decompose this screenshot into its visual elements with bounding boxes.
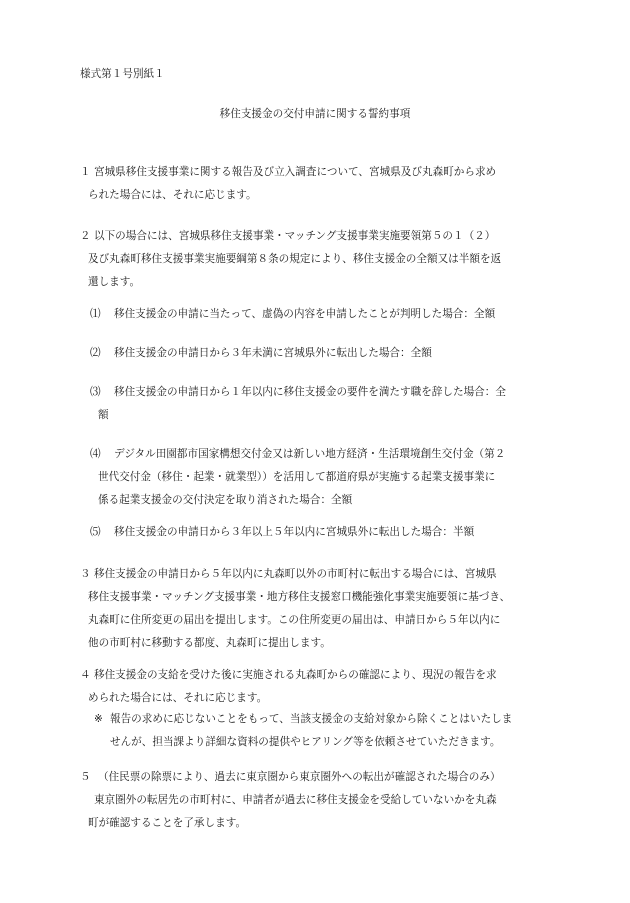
subitem-3 — [90, 381, 560, 427]
item-line: 移住支援金の支給を受けた後に実施される丸森町からの確認により、現況の報告を求 — [94, 669, 497, 681]
subitem-line: 世代交付金（移住・起業・就業型））を活用して都道府県が実施する起業支援事業に — [98, 471, 496, 483]
subitem-line: デジタル田園都市国家構想交付金又は新しい地方経済・生活環境創生交付金（第２ — [114, 448, 506, 460]
subitem-5 — [90, 521, 560, 544]
item-number: ５ — [80, 771, 91, 783]
item-4 — [80, 664, 560, 710]
item-number: １ — [80, 166, 91, 178]
item-line: 他の市町村に移動する都度、丸森町に提出します。 — [88, 637, 331, 649]
item-4-note — [94, 708, 560, 754]
subitem-line: 係る起業支援金の交付決定を取り消された場合：全額 — [98, 494, 353, 506]
item-2 — [80, 225, 560, 294]
item-line: 以下の場合には、宮城県移住支援事業・マッチング支援事業実施要領第５の１（２） — [94, 230, 496, 242]
item-3 — [80, 563, 560, 655]
subitem-number: ⑷ — [90, 448, 101, 460]
item-line: 丸森町に住所変更の届出を提出します。この住所変更の届出は、申請日から５年以内に — [88, 614, 501, 626]
item-1 — [80, 161, 560, 207]
note-line: 報告の求めに応じないことをもって、当該支援金の支給対象から除くことはいたしま — [110, 713, 513, 725]
item-line: （住民票の除票により、過去に東京圏から東京圏外への転出が確認された場合のみ） — [98, 771, 501, 783]
note-mark: ※ — [94, 713, 103, 725]
form-number: 様式第１号別紙１ — [80, 68, 165, 80]
item-line: められた場合には、それに応じます。 — [88, 692, 268, 704]
item-line: られた場合には、それに応じます。 — [88, 189, 257, 201]
subitem-2 — [90, 342, 560, 365]
item-number: ２ — [80, 230, 91, 242]
subitem-line: 移住支援金の申請に当たって、虚偽の内容を申請したことが判明した場合：全額 — [114, 308, 496, 320]
item-5 — [80, 766, 560, 835]
subitem-line: 移住支援金の申請日から３年未満に宮城県外に転出した場合：全額 — [114, 347, 432, 359]
item-line: 町が確認することを了承します。 — [88, 817, 247, 829]
item-line: 東京圏外の転居先の市町村に、申請者が過去に移住支援金を受給していないかを丸森 — [94, 794, 497, 806]
subitem-line: 移住支援金の申請日から３年以上５年以内に宮城県外に転出した場合：半額 — [114, 526, 475, 538]
subitem-line: 額 — [98, 409, 109, 421]
subitem-4 — [90, 443, 560, 512]
item-line: 及び丸森町移住支援事業実施要綱第８条の規定により、移住支援金の全額又は半額を返 — [88, 253, 502, 265]
subitem-1 — [90, 303, 560, 326]
subitem-number: ⑸ — [90, 526, 101, 538]
item-number: ４ — [80, 669, 91, 681]
item-line: 移住支援金の申請日から５年以内に丸森町以外の市町村に転出する場合には、宮城県 — [94, 568, 497, 580]
subitem-number: ⑴ — [90, 308, 101, 320]
subitem-number: ⑶ — [90, 386, 101, 398]
subitem-number: ⑵ — [90, 347, 101, 359]
document-title: 移住支援金の交付申請に関する誓約事項 — [219, 108, 411, 120]
subitem-line: 移住支援金の申請日から１年以内に移住支援金の要件を満たす職を辞した場合：全 — [114, 386, 506, 398]
note-line: せんが、担当課より詳細な資料の提供やヒアリング等を依頼させていただきます。 — [110, 736, 501, 748]
item-number: ３ — [80, 568, 91, 580]
item-line: 宮城県移住支援事業に関する報告及び立入調査について、宮城県及び丸森町から求め — [94, 166, 497, 178]
item-line: 還します。 — [88, 276, 141, 288]
item-line: 移住支援事業・マッチング支援事業・地方移住支援窓口機能強化事業実施要領に基づき、 — [88, 591, 511, 603]
